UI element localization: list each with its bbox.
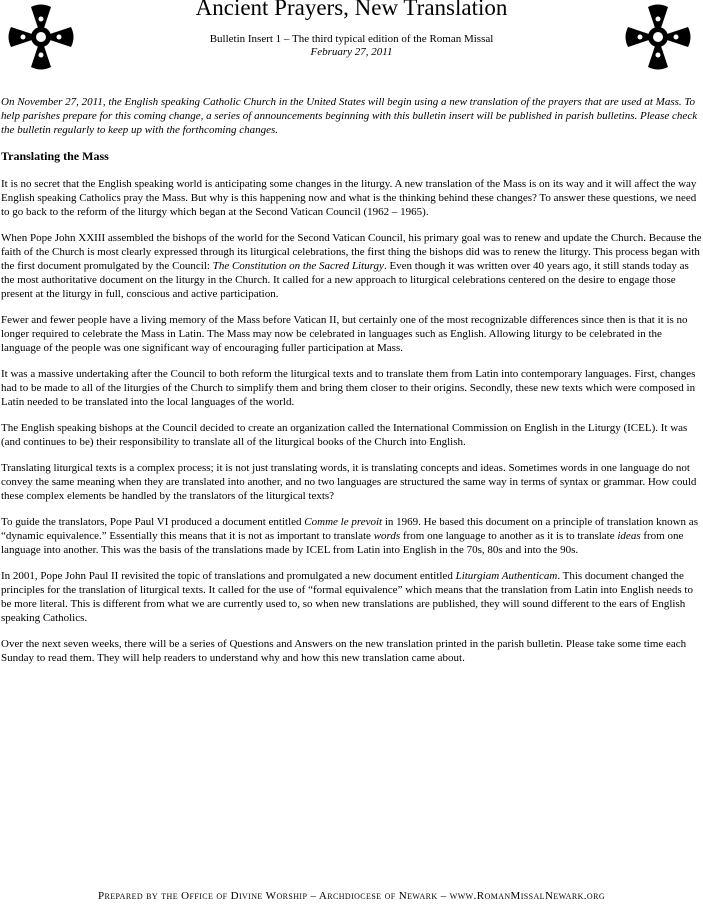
cross-emblem-icon	[621, 0, 695, 74]
paragraph-4: It was a massive undertaking after the Council to both reform the liturgical texts and to translate them from Latin into contemporary languages. First, changes had to be made to all of the liturgies of the Church to simplify them and bring them closer to their origins. Secondly, these new texts which were composed in Latin needed to be translated into the local languages of the world.	[1, 368, 696, 408]
section-heading: Translating the Mass	[1, 149, 109, 163]
main-content	[1, 95, 702, 677]
paragraph-2-text: When Pope John XXIII assembled the bishops of the world for the Second Vatican Council, his primary goal was to renew and update the Church. Because the faith of the Church is most clearly expressed through its liturgical celebrations, the first thing the bishops did was to renew the liturgy. This process began with the first document promulgated by the Council:	[1, 232, 702, 272]
paragraph-6: Translating liturgical texts is a complex process; it is not just translating words, it is translating concepts and ideas. Sometimes words in one language do not convey the same meaning when they are translated into another, and no two languages are structured the same way in terms of syntax or grammar. How could these complex elements be handled by the translators of the liturgical texts?	[1, 462, 697, 502]
paragraph-8-text: . This document changed the principles for the translation of liturgical texts. It called for the use of “formal equivalence” which means that the translation from Latin into English needs to be more literal. This is different from what we are currently used to, so when new translations are published, they will sound different to the ears of English speaking Catholics.	[1, 570, 693, 624]
paragraph-7-text: from one language to another as it is to translate	[400, 530, 618, 542]
paragraph-2-text: . Even though it was written over 40 years ago, it still stands today as the most authoritative document on the liturgy in the Church. It called for a new approach to liturgical celebrations centered on the desire to engage those present at the liturgy in full, conscious and active participation.	[1, 260, 689, 300]
intro-paragraph: On November 27, 2011, the English speaking Catholic Church in the United States will begin using a new translation of the prayers that are used at Mass. To help parishes prepare for this coming change, a series of announcements beginning with this bulletin insert will be published in parish bulletins. Please check the bulletin regularly to keep up with the forthcoming changes.	[1, 96, 698, 136]
paragraph-8	[1, 569, 702, 625]
bulletin-subtitle: Bulletin Insert 1 – The third typical edition of the Roman Missal	[209, 33, 494, 45]
paragraph-1: It is no secret that the English speaking world is anticipating some changes in the liturgy. A new translation of the Mass is on its way and it will affect the way English speaking Catholics pray the Mass. But why is this happening now and what is the thinking behind these changes? To answer these questions, we need to go back to the reform of the liturgy which began at the Second Vatican Council (1962 – 1965).	[1, 178, 697, 218]
paragraph-7-text: in 1969. He based this document on a principle of translation known as “dynamic equivalence.” Essentially this means that it is not as important to translate	[1, 516, 698, 542]
paragraph-7-text: from one language into another. This was the basis of the translations made by ICEL from Latin into English in the 70s, 80s and into the 90s.	[1, 530, 684, 556]
paragraph-9: Over the next seven weeks, there will be a series of Questions and Answers on the new translation printed in the parish bulletin. Please take some time each Sunday to read them. They will help readers to understand why and how this new translation came about.	[1, 638, 687, 664]
paragraph-2	[1, 231, 702, 301]
paragraph-8-text: In 2001, Pope John Paul II revisited the topic of translations and promulgated a new document entitled	[1, 570, 456, 582]
page-footer: Prepared by the Office of Divine Worship – Archdiocese of Newark – www.RomanMissalNewark.org	[98, 890, 605, 902]
emphasis-ideas: ideas	[617, 530, 641, 542]
paragraph-7-text: To guide the translators, Pope Paul VI produced a document entitled	[1, 516, 305, 528]
emphasis-words: words	[373, 530, 401, 542]
document-title-liturgiam-authenticam: Liturgiam Authenticam	[455, 570, 558, 582]
paragraph-3: Fewer and fewer people have a living memory of the Mass before Vatican II, but certainly one of the most recognizable differences since then is that it is no longer required to celebrate the Mass in Latin. The Mass may now be celebrated in languages such as English. Allowing liturgy to be celebrated in the language of the people was one significant way of encouraging fuller participation at Mass.	[1, 314, 688, 354]
document-title-comme-le-prevoit: Comme le prevoit	[304, 516, 383, 528]
document-title-sacred-liturgy: The Constitution on the Sacred Liturgy	[212, 260, 384, 272]
paragraph-7	[1, 515, 702, 557]
page-title: Ancient Prayers, New Translation	[195, 0, 508, 20]
bulletin-date: February 27, 2011	[310, 46, 393, 58]
paragraph-5: The English speaking bishops at the Council decided to create an organization called the International Commission on English in the Liturgy (ICEL). It was (and continues to be) their responsibility to translate all of the liturgical books of the Church into English.	[1, 422, 688, 448]
